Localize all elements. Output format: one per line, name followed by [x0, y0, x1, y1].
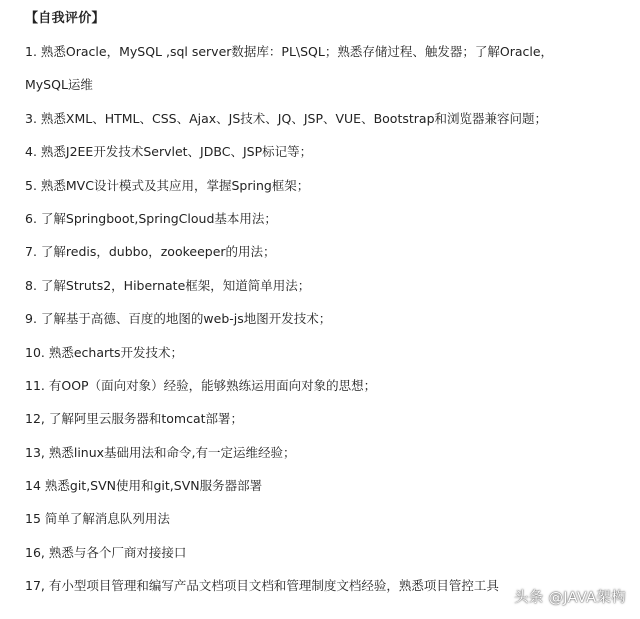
list-item: 16, 熟悉与各个厂商对接接口 [25, 544, 187, 560]
list-item: 11. 有OOP（面向对象）经验，能够熟练运用面向对象的思想； [25, 377, 377, 393]
list-item: MySQL运维 [25, 77, 93, 93]
list-item: 8. 了解Struts2，Hibernate框架，知道简单用法； [25, 277, 311, 293]
section-heading: 【自我评价】 [25, 11, 105, 26]
list-item: 1. 熟悉Oracle，MySQL ,sql server数据库：PL\SQL；熟悉存储过程、触发器；了解Oracle， [25, 44, 554, 59]
list-item: 10. 熟悉echarts开发技术； [25, 344, 184, 360]
list-item: 4. 熟悉J2EE开发技术Servlet、JDBC、JSP标记等； [25, 144, 313, 160]
evaluation-list [25, 44, 630, 612]
list-item: 7. 了解redis，dubbo，zookeeper的用法； [25, 244, 276, 260]
self-evaluation-document [25, 8, 630, 612]
list-item: 13, 熟悉linux基础用法和命令,有一定运维经验； [25, 444, 296, 460]
list-item: 9. 了解基于高德、百度的地图的web-js地图开发技术； [25, 311, 332, 327]
list-item: 5. 熟悉MVC设计模式及其应用，掌握Spring框架； [25, 177, 310, 193]
list-item: 14 熟悉git,SVN使用和git,SVN服务器部署 [25, 478, 263, 494]
list-item: 15 简单了解消息队列用法 [25, 511, 170, 527]
list-item: 3. 熟悉XML、HTML、CSS、Ajax、JS技术、JQ、JSP、VUE、Bootstrap和浏览器兼容问题； [25, 110, 547, 126]
list-item: 12, 了解阿里云服务器和tomcat部署； [25, 411, 244, 427]
watermark: 头条 @JAVA架构 [513, 590, 626, 606]
list-item: 6. 了解Springboot,SpringCloud基本用法； [25, 210, 277, 226]
list-item: 17, 有小型项目管理和编写产品文档项目文档和管理制度文档经验，熟悉项目管控工具 [25, 578, 499, 594]
